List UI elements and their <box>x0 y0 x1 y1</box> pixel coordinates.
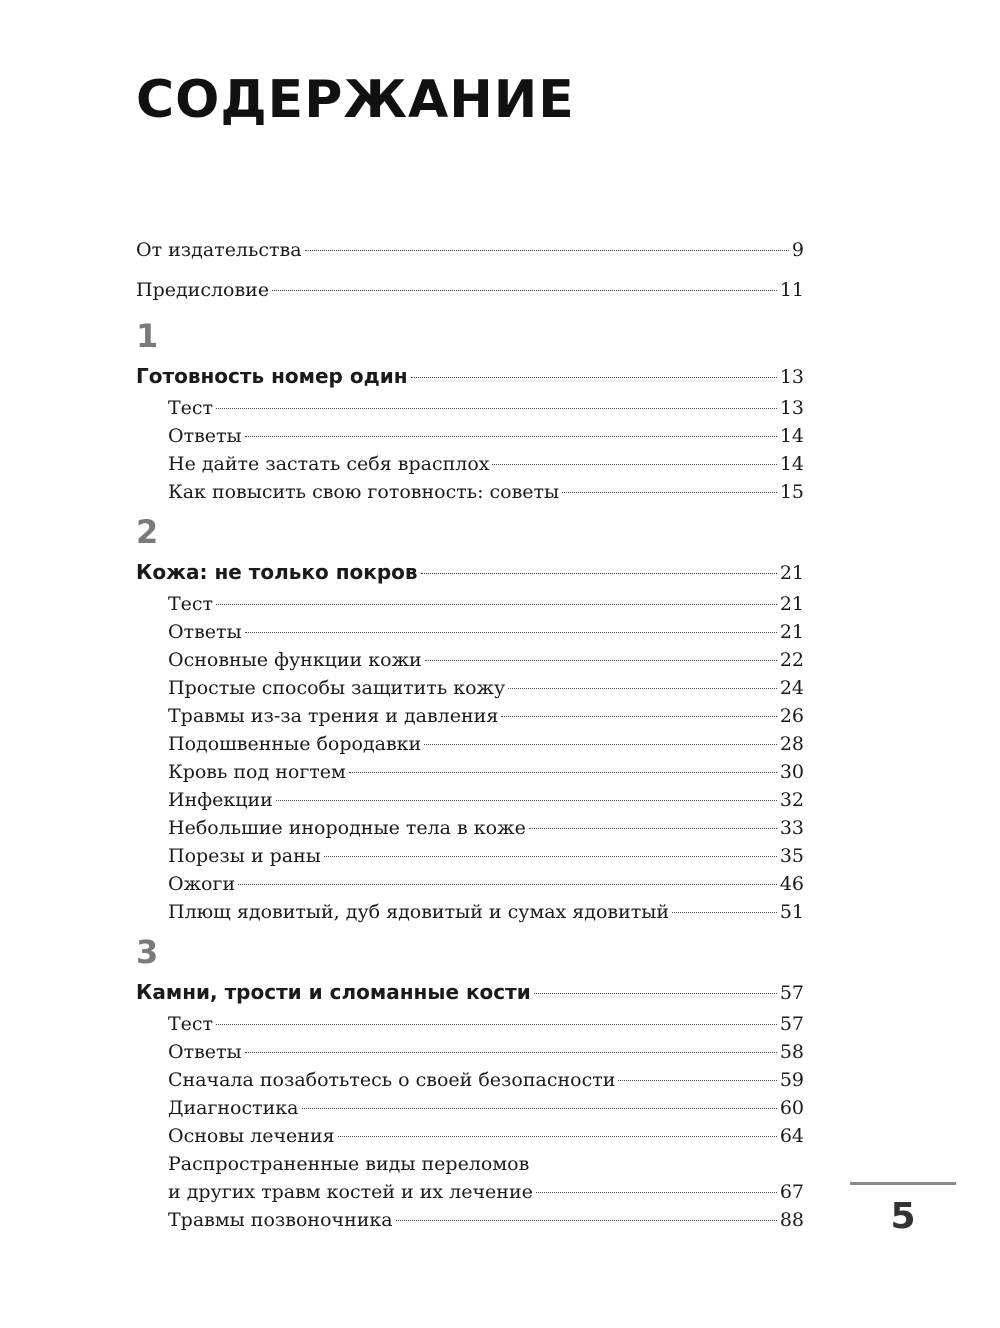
dot-leader <box>338 1136 777 1137</box>
toc-entry-label: Ожоги <box>168 873 236 895</box>
dot-leader <box>216 1024 777 1025</box>
toc-entry[interactable] <box>136 394 804 422</box>
toc-entry-page: 67 <box>779 1181 804 1203</box>
toc-entry[interactable] <box>136 786 804 814</box>
chapter-number: 3 <box>136 933 159 971</box>
dot-leader <box>529 828 777 829</box>
toc-entry-label-line1: Распространенные виды переломов <box>168 1153 530 1175</box>
toc-entry[interactable] <box>136 422 804 450</box>
toc-entry-page: 14 <box>779 453 804 475</box>
toc-entry[interactable] <box>136 478 804 506</box>
toc-entry-page: 14 <box>779 425 804 447</box>
toc-entry-label-line2: и других травм костей и их лечение <box>168 1181 533 1203</box>
toc-entry-page: 26 <box>779 705 804 727</box>
chapter-title: Камни, трости и сломанные кости <box>136 980 531 1004</box>
toc-entry-label: От издательства <box>136 239 302 261</box>
toc-entry-label: Простые способы защитить кожу <box>168 677 506 699</box>
toc-entry-label: Предисловие <box>136 279 270 301</box>
toc-entry-page: 57 <box>779 1013 804 1035</box>
toc-entry-front[interactable] <box>136 230 804 270</box>
dot-leader <box>302 1108 777 1109</box>
toc-entry-front[interactable] <box>136 270 804 310</box>
chapter-title: Кожа: не только покров <box>136 560 418 584</box>
toc-entry-page: 32 <box>779 789 804 811</box>
dot-leader <box>534 993 777 994</box>
dot-leader <box>411 377 777 378</box>
dot-leader <box>238 884 777 885</box>
toc-entry-page: 15 <box>779 481 804 503</box>
dot-leader <box>245 1052 777 1053</box>
toc-entry[interactable] <box>136 618 804 646</box>
toc-entry-page: 22 <box>779 649 804 671</box>
dot-leader <box>421 573 777 574</box>
toc-entry[interactable] <box>136 730 804 758</box>
chapter-page: 21 <box>779 562 804 584</box>
toc-entry-page: 21 <box>779 593 804 615</box>
toc-entry-page: 9 <box>791 239 804 261</box>
dot-leader <box>508 688 777 689</box>
toc-entry-page: 11 <box>779 279 804 301</box>
toc-entry-page: 58 <box>779 1041 804 1063</box>
dot-leader <box>272 290 777 291</box>
chapter-page: 57 <box>779 982 804 1004</box>
toc-entry-page: 46 <box>779 873 804 895</box>
toc-entry[interactable] <box>136 702 804 730</box>
toc-entry-label: Кровь под ногтем <box>168 761 346 783</box>
dot-leader <box>396 1220 777 1221</box>
dot-leader <box>245 436 777 437</box>
toc-entry-label: Не дайте застать себя врасплох <box>168 453 490 475</box>
dot-leader <box>324 856 777 857</box>
toc-entry-label: Ответы <box>168 425 242 447</box>
toc-entry-label: Как повысить свою готовность: советы <box>168 481 560 503</box>
dot-leader <box>536 1192 777 1193</box>
toc-entry[interactable] <box>136 1066 804 1094</box>
toc-entry[interactable] <box>136 758 804 786</box>
toc-entry-label: Ответы <box>168 1041 242 1063</box>
toc-entry-label: Небольшие инородные тела в коже <box>168 817 526 839</box>
toc-entry-page: 59 <box>779 1069 804 1091</box>
dot-leader <box>424 744 777 745</box>
chapter-heading[interactable] <box>136 358 804 394</box>
toc-entry[interactable] <box>136 1122 804 1150</box>
dot-leader <box>305 250 789 251</box>
toc-entry-label: Плющ ядовитый, дуб ядовитый и сумах ядовитый <box>168 901 670 923</box>
toc-entry[interactable] <box>136 1094 804 1122</box>
toc-entry[interactable] <box>136 1178 804 1206</box>
page-number-rule <box>850 1182 956 1185</box>
toc-entry-page: 33 <box>779 817 804 839</box>
toc-entry-page: 51 <box>779 901 804 923</box>
dot-leader <box>216 408 777 409</box>
toc-entry-page: 24 <box>779 677 804 699</box>
dot-leader <box>216 604 777 605</box>
toc-entry-label: Основы лечения <box>168 1125 335 1147</box>
chapter-number: 2 <box>136 513 159 551</box>
toc-entry-label: Травмы из-за трения и давления <box>168 705 499 727</box>
chapter-title: Готовность номер один <box>136 364 408 388</box>
toc-entry[interactable] <box>136 870 804 898</box>
toc-entry-label: Травмы позвоночника <box>168 1209 393 1231</box>
toc-entry[interactable] <box>136 898 804 926</box>
toc-entry[interactable] <box>136 1038 804 1066</box>
toc-entry-page: 21 <box>779 621 804 643</box>
chapter-number: 1 <box>136 317 159 355</box>
toc-entry[interactable] <box>136 450 804 478</box>
dot-leader <box>425 660 777 661</box>
toc-entry-page: 64 <box>779 1125 804 1147</box>
dot-leader <box>618 1080 776 1081</box>
dot-leader <box>562 492 777 493</box>
dot-leader <box>349 772 777 773</box>
toc-entry-label: Тест <box>168 397 214 419</box>
toc-entry[interactable] <box>136 646 804 674</box>
page-title: СОДЕРЖАНИЕ <box>136 70 575 130</box>
toc-entry-label: Подошвенные бородавки <box>168 733 422 755</box>
toc-entry[interactable] <box>136 674 804 702</box>
dot-leader <box>672 912 777 913</box>
toc-entry-label: Основные функции кожи <box>168 649 422 671</box>
toc-entry-label: Порезы и раны <box>168 845 321 867</box>
chapter-page: 13 <box>779 366 804 388</box>
dot-leader <box>501 716 777 717</box>
toc-entry-label: Тест <box>168 593 214 615</box>
table-of-contents <box>136 230 804 1234</box>
toc-entry[interactable] <box>136 1206 804 1234</box>
toc-entry[interactable] <box>136 590 804 618</box>
toc-entry-label: Диагностика <box>168 1097 299 1119</box>
toc-entry[interactable] <box>136 814 804 842</box>
toc-entry-label: Тест <box>168 1013 214 1035</box>
toc-entry-page: 30 <box>779 761 804 783</box>
toc-entry-page: 88 <box>779 1209 804 1231</box>
toc-entry-page: 28 <box>779 733 804 755</box>
toc-entry-page: 13 <box>779 397 804 419</box>
toc-entry-label: Ответы <box>168 621 242 643</box>
dot-leader <box>492 464 776 465</box>
toc-entry-page: 35 <box>779 845 804 867</box>
chapter-heading[interactable] <box>136 974 804 1010</box>
dot-leader <box>245 632 777 633</box>
toc-entry-page: 60 <box>779 1097 804 1119</box>
page-number: 5 <box>890 1196 916 1237</box>
dot-leader <box>276 800 777 801</box>
toc-entry[interactable] <box>136 842 804 870</box>
toc-entry-label: Инфекции <box>168 789 273 811</box>
toc-entry[interactable] <box>136 1010 804 1038</box>
toc-entry-label: Сначала позаботьтесь о своей безопасности <box>168 1069 616 1091</box>
chapter-heading[interactable] <box>136 554 804 590</box>
